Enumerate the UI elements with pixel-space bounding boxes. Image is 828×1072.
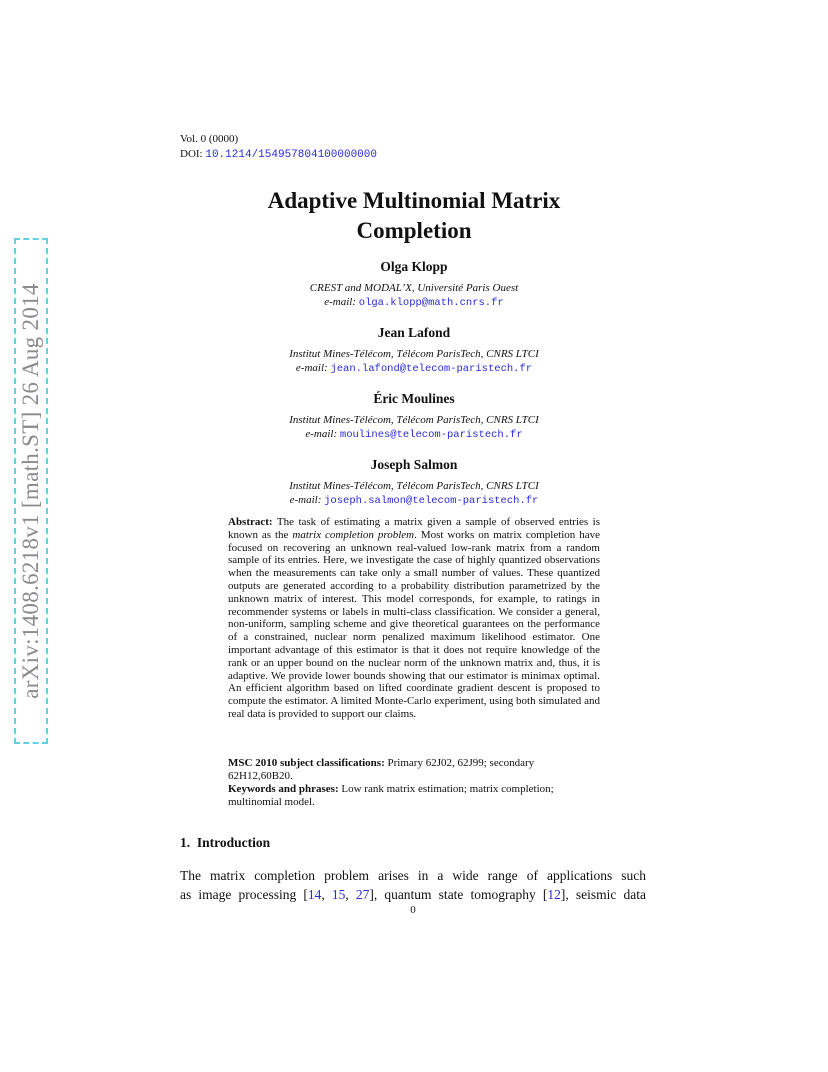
author-name: Éric Moulines — [373, 391, 455, 406]
msc-classification — [228, 757, 600, 783]
citation-link[interactable]: 15 — [331, 887, 346, 902]
author-block-2 — [180, 325, 648, 376]
intro-text: ], quantum state tomography [ — [369, 887, 548, 902]
author-email-link[interactable]: jean.lafond@telecom-paristech.fr — [330, 363, 533, 375]
abstract-term: matrix completion problem — [292, 528, 415, 541]
abstract — [228, 516, 600, 721]
author-email-link[interactable]: olga.klopp@math.cnrs.fr — [358, 297, 504, 309]
journal-header — [180, 132, 377, 163]
citation-link[interactable]: 12 — [547, 887, 561, 902]
section-heading — [180, 835, 270, 851]
author-email-line — [180, 493, 648, 508]
page-number: 0 — [410, 904, 416, 916]
intro-line-1: The matrix completion problem arises in a wide range of applications such — [180, 868, 646, 883]
author-affiliation: Institut Mines-Télécom, Télécom ParisTech, CNRS LTCI — [289, 480, 539, 492]
msc-text: Primary 62J02, 62J99; secondary 62H12,60B20. — [228, 757, 535, 782]
author-affiliation: CREST and MODAL’X, Université Paris Ouest — [309, 282, 519, 294]
author-block-4 — [180, 457, 648, 508]
author-affiliation: Institut Mines-Télécom, Télécom ParisTech, CNRS LTCI — [289, 348, 539, 360]
author-name: Joseph Salmon — [370, 457, 458, 472]
author-affiliation: Institut Mines-Télécom, Télécom ParisTech, CNRS LTCI — [289, 414, 539, 426]
email-label: e-mail: — [289, 494, 322, 506]
paper-title — [180, 186, 648, 246]
doi-line — [180, 147, 377, 163]
title-line-1: Adaptive Multinomial Matrix — [267, 188, 561, 213]
intro-text: ], seismic data — [560, 887, 646, 902]
citation-link[interactable]: 14 — [307, 887, 322, 902]
doi-link[interactable]: 10.1214/154957804100000000 — [205, 149, 377, 161]
volume-line: Vol. 0 (0000) — [180, 133, 239, 145]
keywords-label: Keywords and phrases: — [228, 783, 339, 795]
author-email-link[interactable]: joseph.salmon@telecom-paristech.fr — [324, 495, 539, 507]
introduction-paragraph — [180, 866, 646, 904]
title-line-2: Completion — [356, 218, 472, 243]
citation-link[interactable]: 27 — [355, 887, 370, 902]
section-title: Introduction — [196, 835, 271, 850]
author-name: Olga Klopp — [380, 259, 448, 274]
keywords — [228, 783, 600, 809]
author-email-line — [180, 295, 648, 310]
abstract-text-rest: . Most works on matrix completion have focused on recovering an unknown real-valued low-rank matrix from a random sample of its entries. Here, we investigate the case of highly quantized observations when the measurements can take only a small number of values. These quantized outputs are generated according to a probability distribution parametrized by the unknown matrix of interest. This model corresponds, for example, to ratings in recommender systems or labels in multi-class classification. We consider a general, non-uniform, sampling scheme and give theoretical guarantees on the performance of a constrained, nuclear norm penalized maximum likelihood estimator. One important advantage of this estimator is that it does not require knowledge of the rank or an upper bound on the nuclear norm of the unknown matrix and, thus, it is adaptive. We provide lower bounds showing that our estimator is minimax optimal. An efficient algorithm based on lifted coordinate gradient descent is proposed to compute the estimator. A limited Monte-Carlo experiment, using both simulated and real data is provided to support our claims. — [228, 528, 601, 720]
author-name: Jean Lafond — [377, 325, 451, 340]
author-block-3 — [180, 391, 648, 442]
author-email-link[interactable]: moulines@telecom-paristech.fr — [339, 429, 523, 441]
keywords-text: Low rank matrix estimation; matrix completion; multinomial model. — [228, 783, 554, 808]
abstract-label: Abstract: — [228, 516, 273, 528]
doi-label: DOI: — [180, 148, 203, 160]
author-block-1 — [180, 259, 648, 310]
section-number: 1. — [180, 835, 191, 850]
author-email-line — [180, 427, 648, 442]
author-email-line — [180, 361, 648, 376]
msc-label: MSC 2010 subject classifications: — [228, 757, 385, 769]
intro-line-2: as image processing [14, 15, 27], quantum state tomography [12], seismic data — [180, 887, 646, 902]
arxiv-watermark: arXiv:1408.6218v1 [math.ST] 26 Aug 2014 — [18, 283, 43, 699]
email-label: e-mail: — [295, 362, 328, 374]
abstract-text-start: The task of estimating a matrix given a sample of observed entries is known as the — [228, 516, 600, 541]
intro-text: as image processing [ — [180, 887, 308, 902]
email-label: e-mail: — [305, 428, 338, 440]
email-label: e-mail: — [324, 296, 357, 308]
